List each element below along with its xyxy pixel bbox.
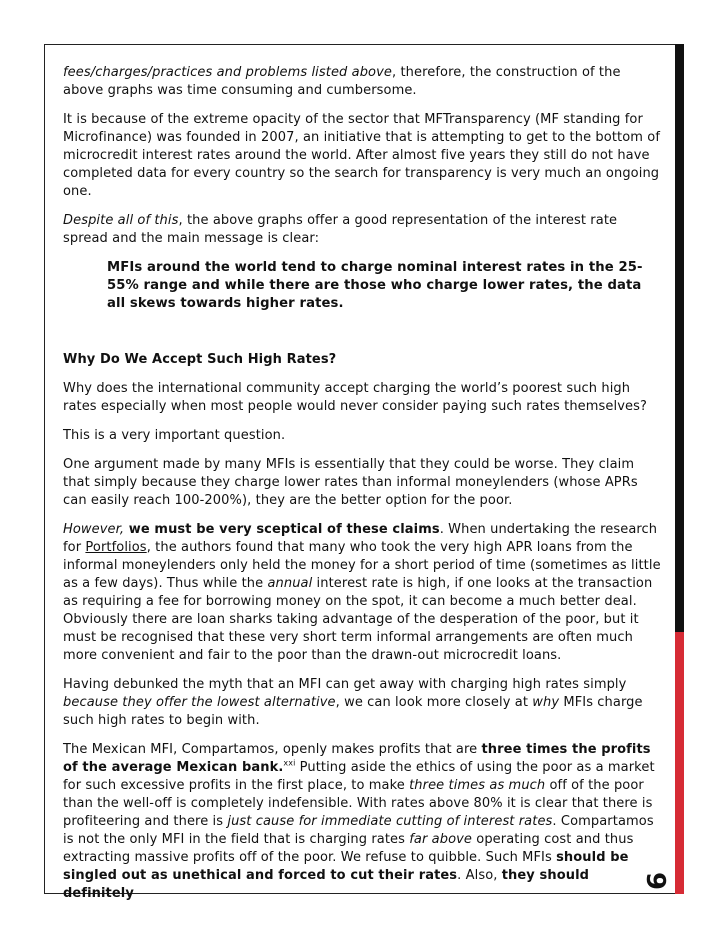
paragraph-4: Why does the international community accept charging the world’s poorest such high rates especially when most people would never consider paying such rates themselves?: [63, 381, 647, 414]
page-number: 9: [640, 871, 670, 891]
paragraph-3: Despite all of this, the above graphs offer a good representation of the interest rate spread and the main message is clear:: [63, 213, 618, 246]
key-message-quote: MFIs around the world tend to charge nominal interest rates in the 25-55% range and while there are those who charge lower rates, the data all skews towards higher rates.: [107, 260, 643, 311]
paragraph-2: It is because of the extreme opacity of the sector that MFTransparency (MF standing for Microfinance) was founded in 2007, an initiative that is attempting to get to the bottom of microcredit interest rates around the world. After almost five years they still do not have completed data for every country so the search for transparency is very much an ongoing one.: [63, 112, 661, 199]
side-bar-black: [675, 44, 684, 632]
portfolios-link[interactable]: Portfolios: [85, 540, 147, 555]
document-body: [63, 64, 663, 914]
paragraph-9: The Mexican MFI, Compartamos, openly makes profits that are three times the profits of the average Mexican bank.$^{xxi}$ Putting aside the ethics of using the poor as a market for such excessive profits in the first place, to make three times as much off of the poor than the well-off is completely indefensible. With rates above 80% it is clear that there is profiteering and there is just cause for immediate cutting of interest rates. Compartamos is not the only MFI in the field that is charging rates far above operating cost and thus extracting massive profits off of the poor. We refuse to quibble. Such MFIs should be singled out as unethical and forced to cut their rates. Also, they should definitely: [63, 742, 655, 901]
side-bar-red: [675, 632, 684, 894]
paragraph-8: Having debunked the myth that an MFI can get away with charging high rates simply because they offer the lowest alternative, we can look more closely at why MFIs charge such high rates to begin with.: [63, 677, 643, 728]
footnote-ref: xxi: [283, 758, 296, 768]
paragraph-7: However, we must be very sceptical of these claims. When undertaking the research for Portfolios, the authors found that many who took the very high APR loans from the informal moneylenders only held the money for a short period of time (sometimes as little as a few days). Thus while the annual interest rate is high, if one looks at the transaction as requiring a fee for borrowing money on the spot, it can become a much better deal. Obviously there are loan sharks taking advantage of the desperation of the poor, but it must be recognised that these very short term informal arrangements are often much more convenient and fair to the poor than the drawn-out microcredit loans.: [63, 522, 661, 663]
section-heading: Why Do We Accept Such High Rates?: [63, 352, 337, 367]
paragraph-6: One argument made by many MFIs is essentially that they could be worse. They claim that simply because they charge lower rates than informal moneylenders (whose APRs can easily reach 100-200%), they are the better option for the poor.: [63, 457, 638, 508]
paragraph-5: This is a very important question.: [63, 428, 286, 443]
paragraph-1: fees/charges/practices and problems listed above, therefore, the construction of the above graphs was time consuming and cumbersome.: [63, 65, 621, 98]
